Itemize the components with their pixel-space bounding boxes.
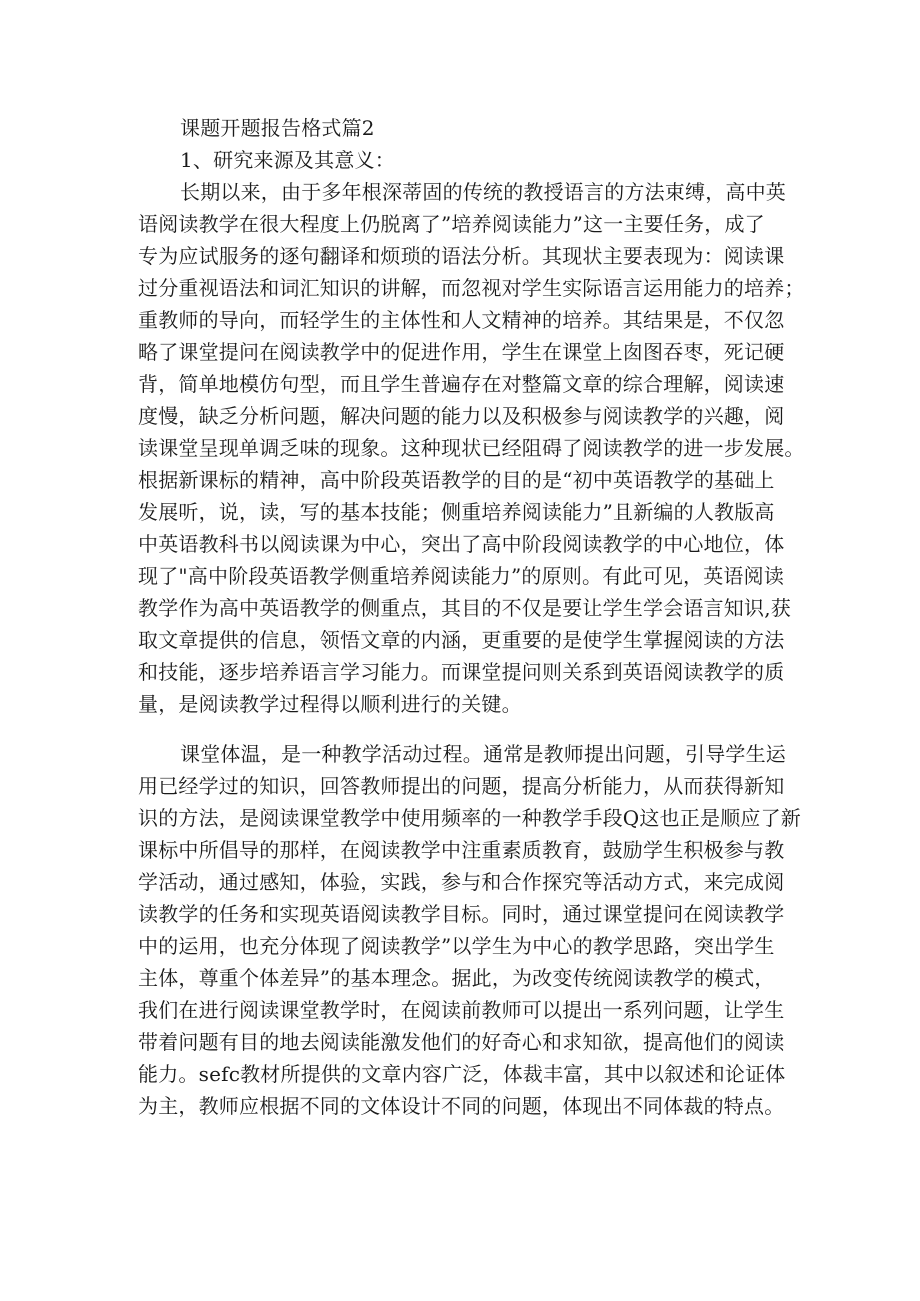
paragraph-line: 能力。sefc教材所提供的文章内容广泛，体裁丰富，其中以叙述和论证体 bbox=[138, 1062, 786, 1086]
paragraph-line: 发展听，说，读，写的基本技能；侧重培养阅读能力”且新编的人教版高 bbox=[138, 500, 775, 524]
paragraph-line: 略了课堂提问在阅读教学中的促进作用，学生在课堂上囱图吞枣，死记硬 bbox=[138, 340, 785, 364]
document-page bbox=[138, 112, 805, 1122]
document-heading bbox=[138, 112, 788, 176]
paragraph-line: 中的运用，也充分体现了阅读教学”以学生为中心的教学思路，突出学生 bbox=[138, 934, 775, 958]
paragraph-line: 用已经学过的知识，回答教师提出的问题，提高分析能力，从而获得新知 bbox=[138, 774, 785, 798]
section-heading: 1、研究来源及其意义： bbox=[180, 148, 395, 172]
paragraph-line: 量，是阅读教学过程得以顺利进行的关键。 bbox=[138, 692, 522, 716]
paragraph-line: 学活动，通过感知，体验，实践，参与和合作探究等活动方式，来完成阅 bbox=[138, 870, 785, 894]
document-title: 课题开题报告格式篇2 bbox=[180, 116, 375, 140]
paragraph-line: 带着问题有目的地去阅读能激发他们的好奇心和求知欲，提高他们的阅读 bbox=[138, 1030, 785, 1054]
paragraph-spacer bbox=[138, 720, 788, 738]
paragraph-line: 识的方法，是阅读课堂教学中使用频率的一种教学手段Q这也正是顺应了新 bbox=[138, 806, 801, 830]
paragraph-line: 主体，尊重个体差异”的基本理念。据此，为改变传统阅读教学的模式， bbox=[138, 966, 775, 990]
paragraph-line: 课堂体温，是一种教学活动过程。通常是教师提出问题，引导学生运 bbox=[180, 742, 786, 766]
paragraph-line: 现了"高中阶段英语教学侧重培养阅读能力”的原则。有此可见，英语阅读 bbox=[138, 564, 785, 588]
paragraph-line: 取文章提供的信息，领悟文章的内涵，更重要的是使学生掌握阅读的方法 bbox=[138, 628, 785, 652]
paragraph-line: 读课堂呈现单调乏味的现象。这种现状已经阻碍了阅读教学的进一步发展。 bbox=[138, 436, 805, 460]
paragraph-line: 长期以来，由于多年根深蒂固的传统的教授语言的方法束缚，高中英 bbox=[180, 180, 786, 204]
paragraph-line: 为主，教师应根据不同的文体设计不同的问题，体现出不同体裁的特点。 bbox=[138, 1094, 785, 1118]
paragraph-line: 背，简单地模仿句型，而且学生普遍存在对整篇文章的综合理解，阅读速 bbox=[138, 372, 785, 396]
paragraph-line: 语阅读教学在很大程度上仍脱离了”培养阅读能力”这一主要任务，成了 bbox=[138, 212, 765, 236]
paragraph-1 bbox=[138, 176, 805, 720]
paragraph-line: 和技能，逐步培养语言学习能力。而课堂提问则关系到英语阅读教学的质 bbox=[138, 660, 785, 684]
paragraph-line: 重教师的导向，而轻学生的主体性和人文精神的培养。其结果是，不仅忽 bbox=[138, 308, 785, 332]
paragraph-line: 读教学的任务和实现英语阅读教学目标。同时，通过课堂提问在阅读教学 bbox=[138, 902, 785, 926]
paragraph-line: 课标中所倡导的那样，在阅读教学中注重素质教育，鼓励学生积极参与教 bbox=[138, 838, 785, 862]
paragraph-line: 我们在进行阅读课堂教学时，在阅读前教师可以提出一系列问题，让学生 bbox=[138, 998, 785, 1022]
paragraph-line: 过分重视语法和词汇知识的讲解，而忽视对学生实际语言运用能力的培养； bbox=[138, 276, 805, 300]
paragraph-2 bbox=[138, 738, 801, 1122]
paragraph-line: 教学作为高中英语教学的侧重点，其目的不仅是要让学生学会语言知识,获 bbox=[138, 596, 791, 620]
paragraph-line: 根据新课标的精神，高中阶段英语教学的目的是“初中英语教学的基础上 bbox=[138, 468, 775, 492]
paragraph-line: 度慢，缺乏分析问题，解决问题的能力以及积极参与阅读教学的兴趣，阅 bbox=[138, 404, 785, 428]
paragraph-line: 中英语教科书以阅读课为中心，突出了高中阶段阅读教学的中心地位，体 bbox=[138, 532, 785, 556]
paragraph-line: 专为应试服务的逐句翻译和烦琐的语法分析。其现状主要表现为：阅读课 bbox=[138, 244, 785, 268]
